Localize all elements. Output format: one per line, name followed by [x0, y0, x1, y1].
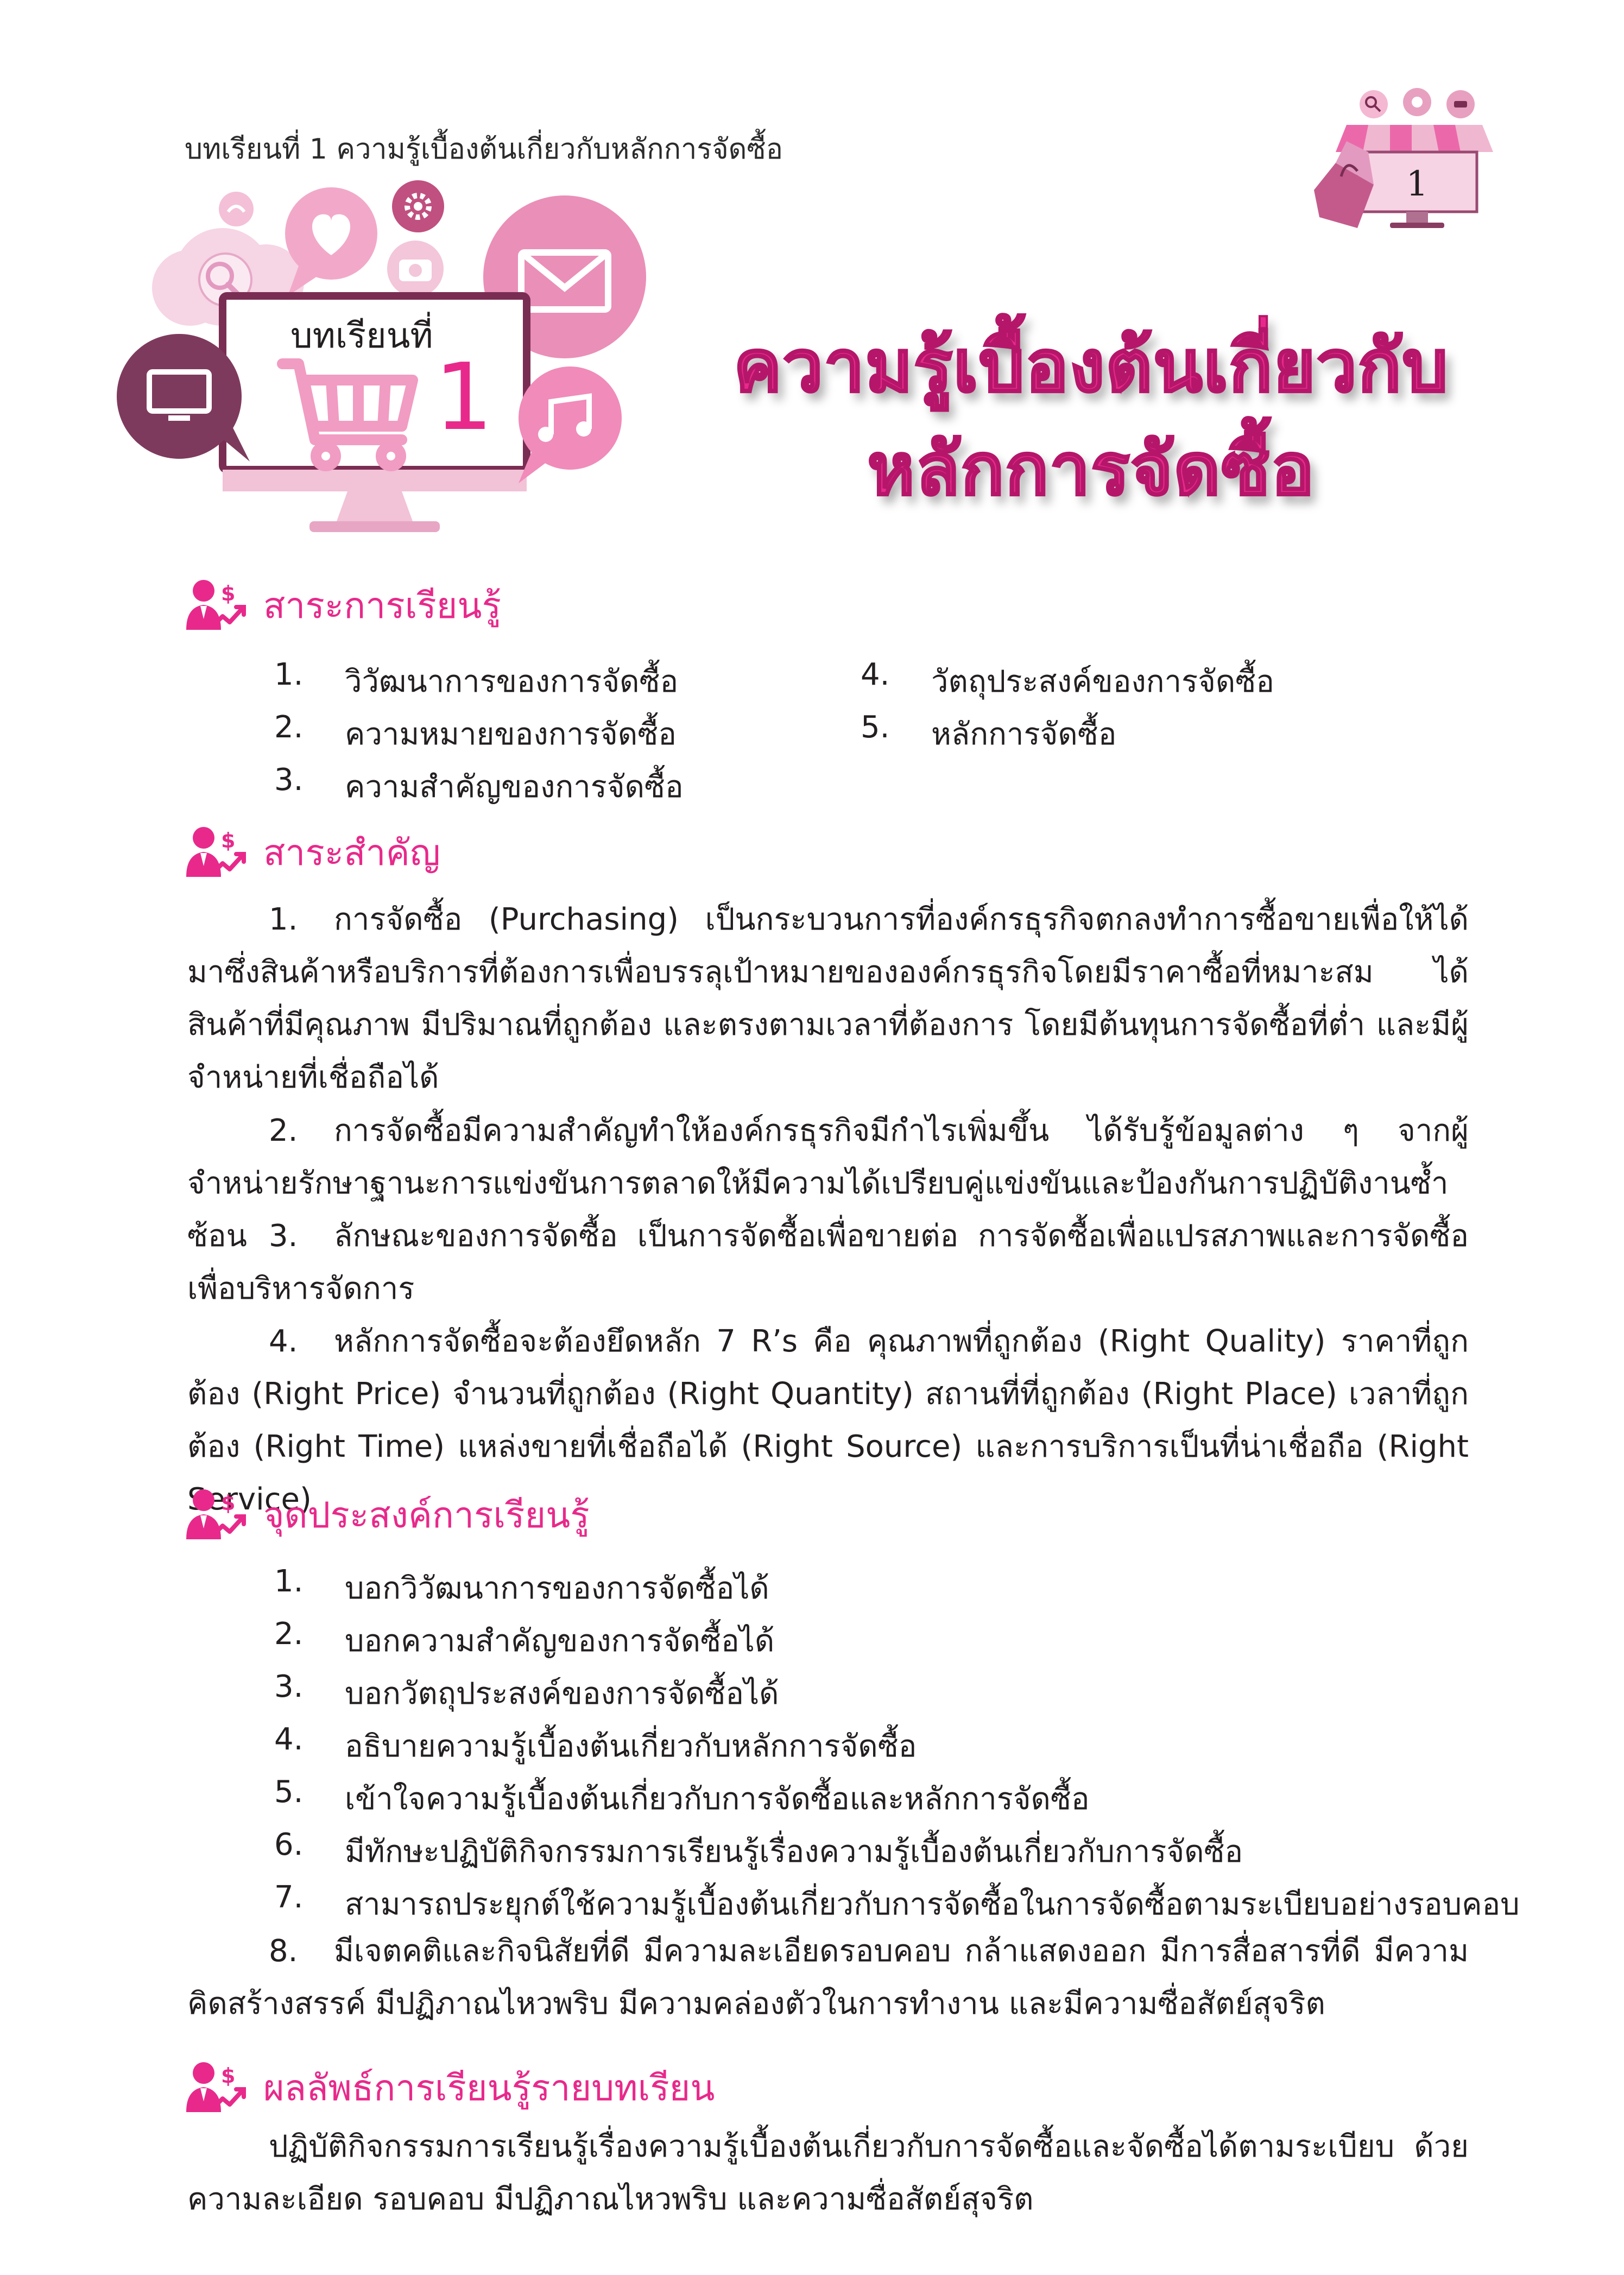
list-item: 6. มีทักษะปฏิบัติกิจกรรมการเรียนรู้เรื่องความรู้เบื้องต้นเกี่ยวกับการจัดซื้อ	[274, 1827, 1243, 1869]
paragraph: 4. หลักการจัดซื้อจะต้องยึดหลัก 7 R’s คือ คุณภาพที่ถูกต้อง (Right Quality) ราคาที่ถูกต้อง (Right Price) จำนวนที่ถูกต้อง (Right Quantity) สถานที่ที่ถูกต้อง (Right Place) เวลาที่ถูกต้อง (Right Time) แหล่งขายที่เชื่อถือได้ (Right Source) และการบริการเป็นที่น่าเชื่อถือ (Right Service)	[187, 1324, 1469, 1517]
section-heading-key-concepts	[182, 823, 440, 882]
storefront-icon	[1298, 81, 1515, 244]
list-item: 2. บอกความสำคัญของการจัดซื้อได้	[274, 1616, 775, 1659]
hero-illustration	[109, 179, 652, 570]
list-item: 2. ความหมายของการจัดซื้อ	[274, 710, 677, 752]
chapter-title-line1: ความรู้เบื้องต้นเกี่ยวกับ	[734, 325, 1449, 408]
section-heading-outcomes	[182, 2058, 715, 2118]
gear-icon	[392, 180, 444, 232]
list-item: 5. หลักการจัดซื้อ	[861, 710, 1117, 752]
chapter-title-line2: หลักการจัดซื้อ	[867, 428, 1316, 511]
list-item: 7. สามารถประยุกต์ใช้ความรู้เบื้องต้นเกี่ยวกับการจัดซื้อในการจัดซื้อตามระเบียบอย่างรอบคอบ	[274, 1880, 1520, 1922]
list-item: 3. บอกวัตถุประสงค์ของการจัดซื้อได้	[274, 1669, 779, 1711]
section-title: สาระการเรียนรู้	[263, 584, 501, 627]
heart-icon	[285, 187, 377, 296]
corner-badge	[1298, 81, 1515, 244]
paragraph: 2. การจัดซื้อมีความสำคัญทำให้องค์กรธุรกิจมีกำไรเพิ่มขึ้น ได้รับรู้ข้อมูลต่าง ๆ จากผู้จำหน่ายรักษาฐานะการแข่งขันการตลาดให้มีความได้เปรียบคู่แข่งขันและป้องกันการปฏิบัติงานซ้ำซ้อน	[187, 1113, 1469, 1254]
list-item: 1. บอกวิวัฒนาการของการจัดซื้อได้	[274, 1564, 769, 1606]
businessman-icon	[182, 1485, 247, 1545]
corner-badge-number: 1	[1406, 164, 1429, 204]
list-item: 5. เข้าใจความรู้เบื้องต้นเกี่ยวกับการจัดซื้อและหลักการจัดซื้อ	[274, 1774, 1090, 1817]
list-item: 4. วัตถุประสงค์ของการจัดซื้อ	[861, 657, 1274, 699]
paragraph: 1. การจัดซื้อ (Purchasing) เป็นกระบวนการที่องค์กรธุรกิจตกลงทำการซื้อขายเพื่อให้ได้มาซึ่งสินค้าหรือบริการที่ต้องการเพื่อบรรลุเป้าหมายขององค์กรธุรกิจโดยมีราคาซื้อที่หมาะสม ได้สินค้าที่มีคุณภาพ มีปริมาณที่ถูกต้อง และตรงตามเวลาที่ต้องการ โดยมีต้นทุนการจัดซื้อที่ต่ำ และมีผู้จำหน่ายที่เชื่อถือได้	[187, 902, 1469, 1095]
monitor-label: บทเรียนที่	[290, 316, 433, 356]
paragraph: ปฏิบัติกิจกรรมการเรียนรู้เรื่องความรู้เบื้องต้นเกี่ยวกับการจัดซื้อและจัดซื้อได้ตามระเบียบ ด้วยความละเอียด รอบคอบ มีปฏิภาณไหวพริบ และความซื่อสัตย์สุจริต	[187, 2129, 1469, 2217]
list-item: 3. ความสำคัญของการจัดซื้อ	[274, 762, 684, 805]
businessman-icon	[182, 823, 247, 882]
camera-icon	[387, 241, 444, 297]
section-heading-learning-content	[182, 576, 501, 635]
paragraph: 3. ลักษณะของการจัดซื้อ เป็นการจัดซื้อเพื่อขายต่อ การจัดซื้อเพื่อแปรสภาพและการจัดซื้อเพื่อบริหารจัดการ	[187, 1218, 1469, 1306]
chapter-title	[706, 315, 1477, 521]
list-item: 1. วิวัฒนาการของการจัดซื้อ	[274, 657, 679, 699]
paragraph: 8. มีเจตคติและกิจนิสัยที่ดี มีความละเอียดรอบคอบ กล้าแสดงออก มีการสื่อสารที่ดี มีความคิดสร้างสรรค์ มีปฏิภาณไหวพริบ มีความคล่องตัวในการทำงาน และมีความซื่อสัตย์สุจริต	[187, 1933, 1469, 2021]
music-icon	[519, 366, 622, 483]
businessman-icon	[182, 576, 247, 635]
cloud-icon	[219, 192, 254, 226]
running-head: บทเรียนที่ 1 ความรู้เบื้องต้นเกี่ยวกับหลักการจัดซื้อ	[185, 133, 783, 166]
monitor-number: 1	[434, 344, 494, 451]
section-title: สาระสำคัญ	[263, 831, 440, 874]
section-title: จุดประสงค์การเรียนรู้	[263, 1494, 590, 1536]
businessman-icon	[182, 2058, 247, 2118]
section-title: ผลลัพธ์การเรียนรู้รายบทเรียน	[263, 2067, 715, 2109]
section-heading-objectives	[182, 1485, 590, 1545]
list-item: 4. อธิบายความรู้เบื้องต้นเกี่ยวกับหลักการจัดซื้อ	[274, 1722, 917, 1764]
